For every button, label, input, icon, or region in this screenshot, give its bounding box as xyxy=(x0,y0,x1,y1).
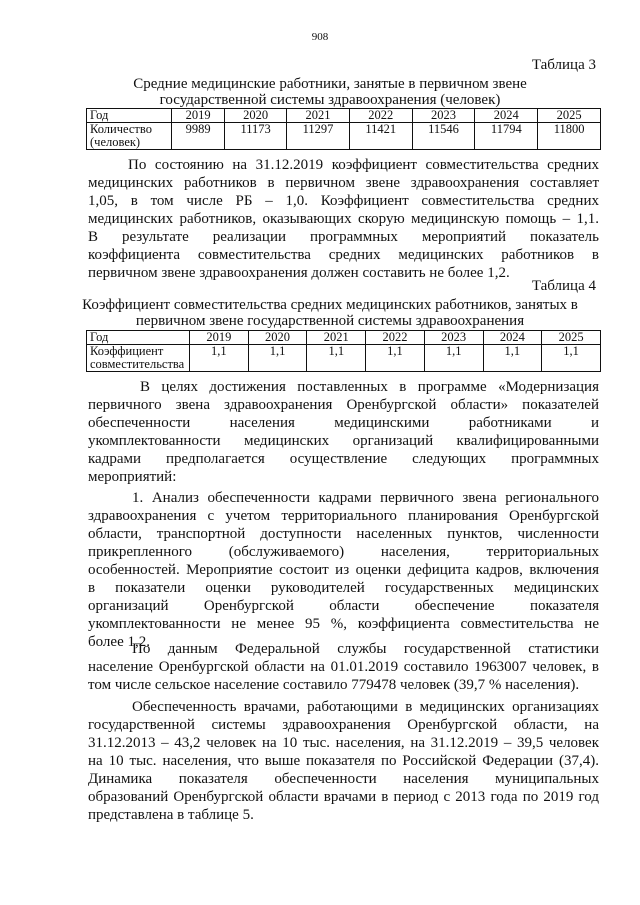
page-number: 908 xyxy=(311,31,329,43)
paragraph-5 xyxy=(88,698,599,824)
table-3-value-cell: 11794 xyxy=(475,123,538,150)
paragraph-3-line: особенностей. Мероприятие состоит из оценки дефицита кадров, включения xyxy=(88,562,599,578)
paragraph-4-line: том числе сельское население составило 779478 человек (39,7 % населения). xyxy=(88,677,580,693)
table-3-value-cell: 11800 xyxy=(538,123,601,150)
table-3-header-cell: Год xyxy=(87,109,172,123)
table-4-value-cell: 1,1 xyxy=(483,345,542,372)
paragraph-5-line: образований Оренбургской области врачами в период с 2013 года по 2019 год xyxy=(88,789,599,805)
table-3-header-cell: 2021 xyxy=(287,109,350,123)
paragraph-1-line: 1,05, в том числе РБ – 1,0. Коэффициент совместительства средних xyxy=(88,193,599,209)
table-3-value-cell: 11421 xyxy=(349,123,412,150)
table-3-header-cell: 2022 xyxy=(349,109,412,123)
table-4-value-cell: 1,1 xyxy=(424,345,483,372)
paragraph-5-line: Обеспеченность врачами, работающими в медицинских организациях xyxy=(132,699,599,715)
paragraph-1-line: первичном звене здравоохранения должен составить не более 1,2. xyxy=(88,265,510,281)
paragraph-2-line: мероприятий: xyxy=(88,469,177,485)
table-3-header-row xyxy=(87,109,601,123)
table-3-header-cell: 2024 xyxy=(475,109,538,123)
table-3-header-cell: 2019 xyxy=(172,109,225,123)
paragraph-1-line: коэффициента совместительства средних медицинских работников в xyxy=(88,247,599,263)
table-4-header-row xyxy=(87,331,601,345)
table-3-row-label-line-1: Количество xyxy=(90,122,152,136)
table-4-header-cell: 2022 xyxy=(366,331,425,345)
table-4-header-cell: 2024 xyxy=(483,331,542,345)
table-3 xyxy=(86,108,601,150)
table-4-row-label-line-2: совместительства xyxy=(90,357,185,371)
table-4-caption xyxy=(60,297,600,329)
paragraph-3-line: в показатели оценки руководителей государственных медицинских xyxy=(88,580,599,596)
table-3-header-cell: 2025 xyxy=(538,109,601,123)
table-3-value-cell: 11173 xyxy=(225,123,287,150)
paragraph-5-line: 31.12.2013 – 43,2 человек на 10 тыс. населения, на 31.12.2019 – 39,5 человек xyxy=(88,735,599,751)
table-4-value-cell: 1,1 xyxy=(190,345,249,372)
paragraph-4-line: население Оренбургской области на 01.01.2019 составило 1963007 человек, в xyxy=(88,659,599,675)
table-4-header-cell: 2020 xyxy=(248,331,307,345)
table-3-header-cell: 2020 xyxy=(225,109,287,123)
table-4-caption-line-2: первичном звене государственной системы здравоохранения xyxy=(135,313,525,329)
paragraph-3-line: области, транспортной доступности населенных пунктов, численности xyxy=(88,526,599,542)
paragraph-5-line: на 10 тыс. населения, что выше показателя по Российской Федерации (37,4). xyxy=(88,753,599,769)
paragraph-3-line: укомплектованности не менее 95 %, коэффициента совместительства не xyxy=(88,616,599,632)
table-4-value-cell: 1,1 xyxy=(307,345,366,372)
table-3-value-cell: 11546 xyxy=(412,123,475,150)
paragraph-3-line: прикрепленного (обслуживаемого) населения, территориальных xyxy=(88,544,599,560)
paragraph-2-line: кадрами предполагается осуществление следующих программных xyxy=(88,451,599,467)
table-3-header-cell: 2023 xyxy=(412,109,475,123)
paragraph-2-line: укомплектованности медицинских организаций квалифицированными xyxy=(88,433,599,449)
table-4-header-cell: 2023 xyxy=(424,331,483,345)
table-4-label: Таблица 4 xyxy=(531,278,596,294)
paragraph-2 xyxy=(88,378,599,486)
table-3-value-cell: 9989 xyxy=(172,123,225,150)
paragraph-3-line: более 1,2. xyxy=(88,634,150,650)
table-4 xyxy=(86,330,601,372)
paragraph-1-line: В результате реализации программных мероприятий показатель xyxy=(88,229,599,245)
table-4-value-cell: 1,1 xyxy=(248,345,307,372)
table-4-row-label xyxy=(87,345,190,372)
paragraph-2-line: обеспеченности населения медицинскими работниками и xyxy=(88,415,599,431)
table-3-data-row xyxy=(87,123,601,150)
table-4-value-cell: 1,1 xyxy=(366,345,425,372)
table-4-header-cell: 2021 xyxy=(307,331,366,345)
table-3-row-label-line-2: (человек) xyxy=(90,135,141,149)
paragraph-5-line: Динамика показателя обеспеченности населения муниципальных xyxy=(88,771,599,787)
paragraph-2-line: первичного звена здравоохранения Оренбургской области» показателей xyxy=(88,397,599,413)
table-3-caption xyxy=(80,76,580,108)
paragraph-5-line: представлена в таблице 5. xyxy=(88,807,254,823)
table-3-caption-line-2: государственной системы здравоохранения (человек) xyxy=(159,92,501,108)
paragraph-1-line: медицинских работников, оказывающих скорую медицинскую помощь – 1,1. xyxy=(88,211,599,227)
paragraph-2-line: В целях достижения поставленных в программе «Модернизация xyxy=(140,379,599,395)
table-4-row-label-line-1: Коэффициент xyxy=(90,344,164,358)
table-3-caption-line-1: Средние медицинские работники, занятые в первичном звене xyxy=(133,76,527,92)
paragraph-4 xyxy=(88,640,599,694)
paragraph-1-line: медицинских работников в первичном звене здравоохранения составляет xyxy=(88,175,599,191)
table-4-header-cell: 2019 xyxy=(190,331,249,345)
paragraph-3-line: организаций Оренбургской области обеспечение показателя xyxy=(88,598,599,614)
paragraph-1-line: По состоянию на 31.12.2019 коэффициент совместительства средних xyxy=(128,157,599,173)
table-4-header-cell: 2025 xyxy=(542,331,601,345)
paragraph-1 xyxy=(88,156,599,282)
table-3-label: Таблица 3 xyxy=(531,57,596,73)
paragraph-3-line: 1. Анализ обеспеченности кадрами первичного звена регионального xyxy=(132,490,599,506)
paragraph-3 xyxy=(88,489,599,651)
table-4-value-cell: 1,1 xyxy=(542,345,601,372)
table-3-value-cell: 11297 xyxy=(287,123,350,150)
paragraph-4-line: По данным Федеральной службы государственной статистики xyxy=(132,641,599,657)
table-4-header-cell: Год xyxy=(87,331,190,345)
table-4-data-row xyxy=(87,345,601,372)
table-3-row-label xyxy=(87,123,172,150)
paragraph-3-line: здравоохранения с учетом территориального планирования Оренбургской xyxy=(88,508,599,524)
table-4-caption-line-1: Коэффициент совместительства средних медицинских работников, занятых в xyxy=(82,297,578,313)
paragraph-5-line: государственной системы здравоохранения Оренбургской области, на xyxy=(88,717,599,733)
